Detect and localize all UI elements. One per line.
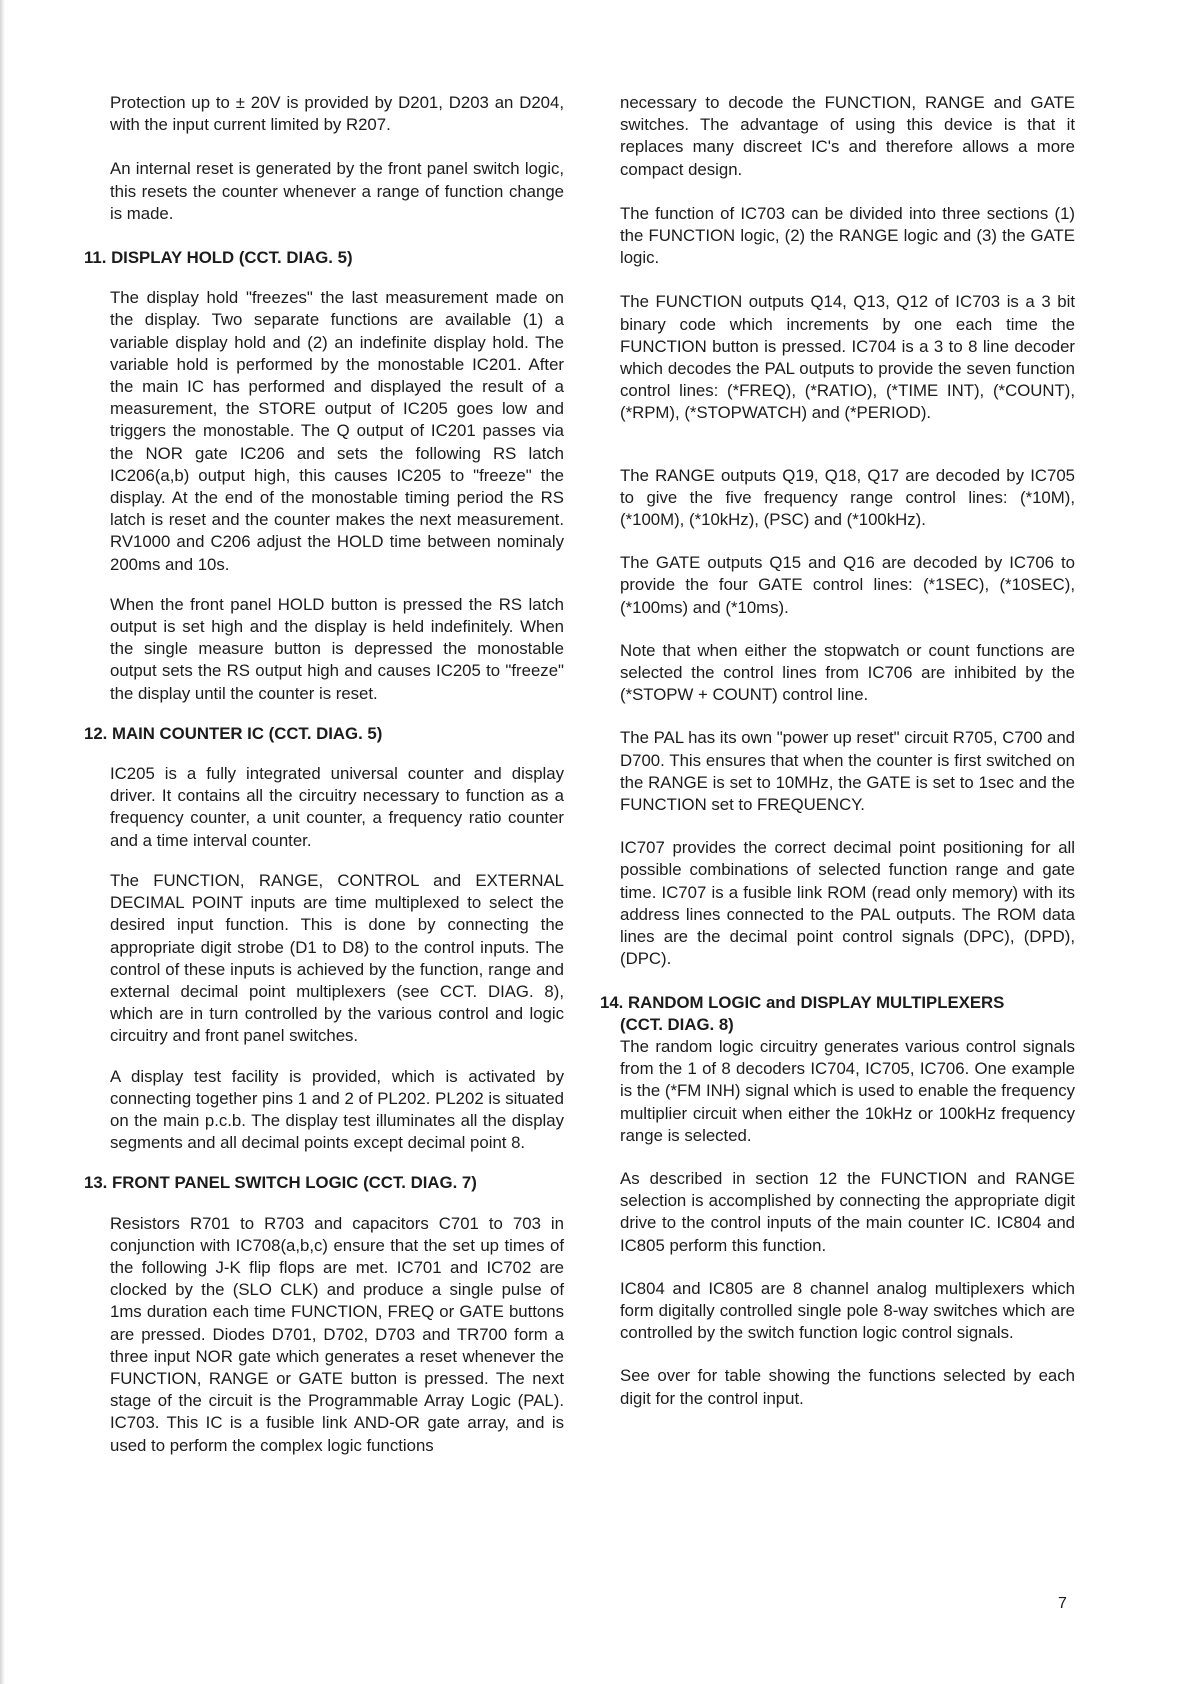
heading-continuation: (CCT. DIAG. 8) [620,1014,734,1034]
scan-edge [0,0,5,1684]
paragraph: IC205 is a fully integrated universal counter and display driver. It contains all the circuitry necessary to function as a frequency counter, a unit counter, a frequency ratio counter and a time interval counter. [110,764,564,850]
paragraph: The function of IC703 can be divided into three sections (1) the FUNCTION logic, (2) the RANGE logic and (3) the GATE logic. [620,203,1075,268]
paragraph: The FUNCTION outputs Q14, Q13, Q12 of IC703 is a 3 bit binary code which increments by one each time the FUNCTION button is pressed. IC704 is a 3 to 8 line decoder which decodes the PAL outputs to provide the seven function control lines: (*FREQ), (*RATIO), (*TIME INT), (*COUNT), (*RPM), (*STOPWATCH) and (*PERIOD). [620,292,1075,423]
section-heading-main-counter: 12. MAIN COUNTER IC (CCT. DIAG. 5) [84,723,383,743]
section-heading-display-hold: 11. DISPLAY HOLD (CCT. DIAG. 5) [84,248,353,268]
right-column [600,92,1075,1410]
paragraph: Resistors R701 to R703 and capacitors C701 to 703 in conjunction with IC708(a,b,c) ensure that the set up times of the following J-K flip flops are met. IC701 and IC702 are clocked by the (SLO CLK) and produce a single pulse of 1ms duration each time FUNCTION, FREQ or GATE buttons are pressed. Diodes D701, D702, D703 and TR700 form a three input NOR gate which generates a reset whenever the FUNCTION, RANGE or GATE button is pressed. The next stage of the circuit is the Programmable Array Logic (PAL). IC703. This IC is a fusible link AND-OR gate array, and is used to perform the complex logic functions [110,1213,564,1455]
paragraph: IC707 provides the correct decimal point positioning for all possible combinations of selected function range and gate time. IC707 is a fusible link ROM (read only memory) with its address lines connected to the PAL outputs. The ROM data lines are the decimal point control signals (DPC), (DPD), (DPC). [620,838,1075,969]
paragraph: IC804 and IC805 are 8 channel analog multiplexers which form digitally controlled single pole 8-way switches which are controlled by the switch function logic control signals. [620,1278,1075,1343]
paragraph: The RANGE outputs Q19, Q18, Q17 are decoded by IC705 to give the five frequency range control lines: (*10M), (*100M), (*10kHz), (PSC) and (*100kHz). [620,465,1075,530]
section-heading-front-panel-switch-logic: 13. FRONT PANEL SWITCH LOGIC (CCT. DIAG. 7) [84,1173,477,1193]
paragraph: Note that when either the stopwatch or count functions are selected the control lines from IC706 are inhibited by the (*STOPW + COUNT) control line. [620,640,1075,705]
paragraph: See over for table showing the functions selected by each digit for the control input. [620,1366,1075,1408]
paragraph: necessary to decode the FUNCTION, RANGE and GATE switches. The advantage of using this device is that it replaces many discreet IC's and therefore allows a more compact design. [620,93,1075,179]
paragraph: The GATE outputs Q15 and Q16 are decoded by IC706 to provide the four GATE control lines: (*1SEC), (*10SEC), (*100ms) and (*10ms). [620,553,1075,617]
page-number: 7 [1058,1595,1067,1612]
heading-text: 14. RANDOM LOGIC and DISPLAY MULTIPLEXERS [600,992,1005,1012]
paragraph: When the front panel HOLD button is pressed the RS latch output is set high and the display is held indefinitely. When the single measure button is depressed the monostable output sets the RS output high and causes IC205 to "freeze" the display until the counter is reset. [110,594,564,703]
paragraph: The display hold "freezes" the last measurement made on the display. Two separate functions are available (1) a variable display hold and (2) an indefinite display hold. The variable hold is performed by the monostable IC201. After the main IC has performed and displayed the result of a measurement, the STORE output of IC205 goes low and triggers the monostable. The Q output of IC201 passes via the NOR gate IC206 and sets the following RS latch IC206(a,b) output high, this causes IC205 to "freeze" the display. At the end of the monostable timing period the RS latch is reset and the counter makes the next measurement. RV1000 and C206 adjust the HOLD time between nominaly 200ms and 10s. [110,288,564,574]
section-heading-random-logic [600,992,1075,1036]
paragraph: A display test facility is provided, which is activated by connecting together pins 1 and 2 of PL202. PL202 is situated on the main p.c.b. The display test illuminates all the display segments and all decimal points except decimal point 8. [110,1066,564,1153]
paragraph: Protection up to ± 20V is provided by D201, D203 an D204, with the input current limited by R207. [110,93,564,135]
paragraph: The FUNCTION, RANGE, CONTROL and EXTERNAL DECIMAL POINT inputs are time multiplexed to select the desired input function. This is done by connecting the appropriate digit strobe (D1 to D8) to the control inputs. The control of these inputs is achieved by the function, range and external decimal point multiplexers (see CCT. DIAG. 8), which are in turn controlled by the various control and logic circuitry and front panel switches. [110,870,564,1046]
paragraph: As described in section 12 the FUNCTION and RANGE selection is accomplished by connecting the appropriate digit drive to the control inputs of the main counter IC. IC804 and IC805 perform this function. [620,1168,1075,1255]
paragraph: The PAL has its own "power up reset" circuit R705, C700 and D700. This ensures that when the counter is first switched on the RANGE is set to 10MHz, the GATE is set to 1sec and the FUNCTION set to FREQUENCY. [620,728,1075,815]
paragraph: An internal reset is generated by the front panel switch logic, this resets the counter whenever a range of function change is made. [110,159,564,223]
left-column [84,92,564,1457]
paragraph: The random logic circuitry generates various control signals from the 1 of 8 decoders IC704, IC705, IC706. One example is the (*FM INH) signal which is used to enable the frequency multiplier circuit when either the 10kHz or 100kHz frequency range is selected. [620,1036,1075,1145]
